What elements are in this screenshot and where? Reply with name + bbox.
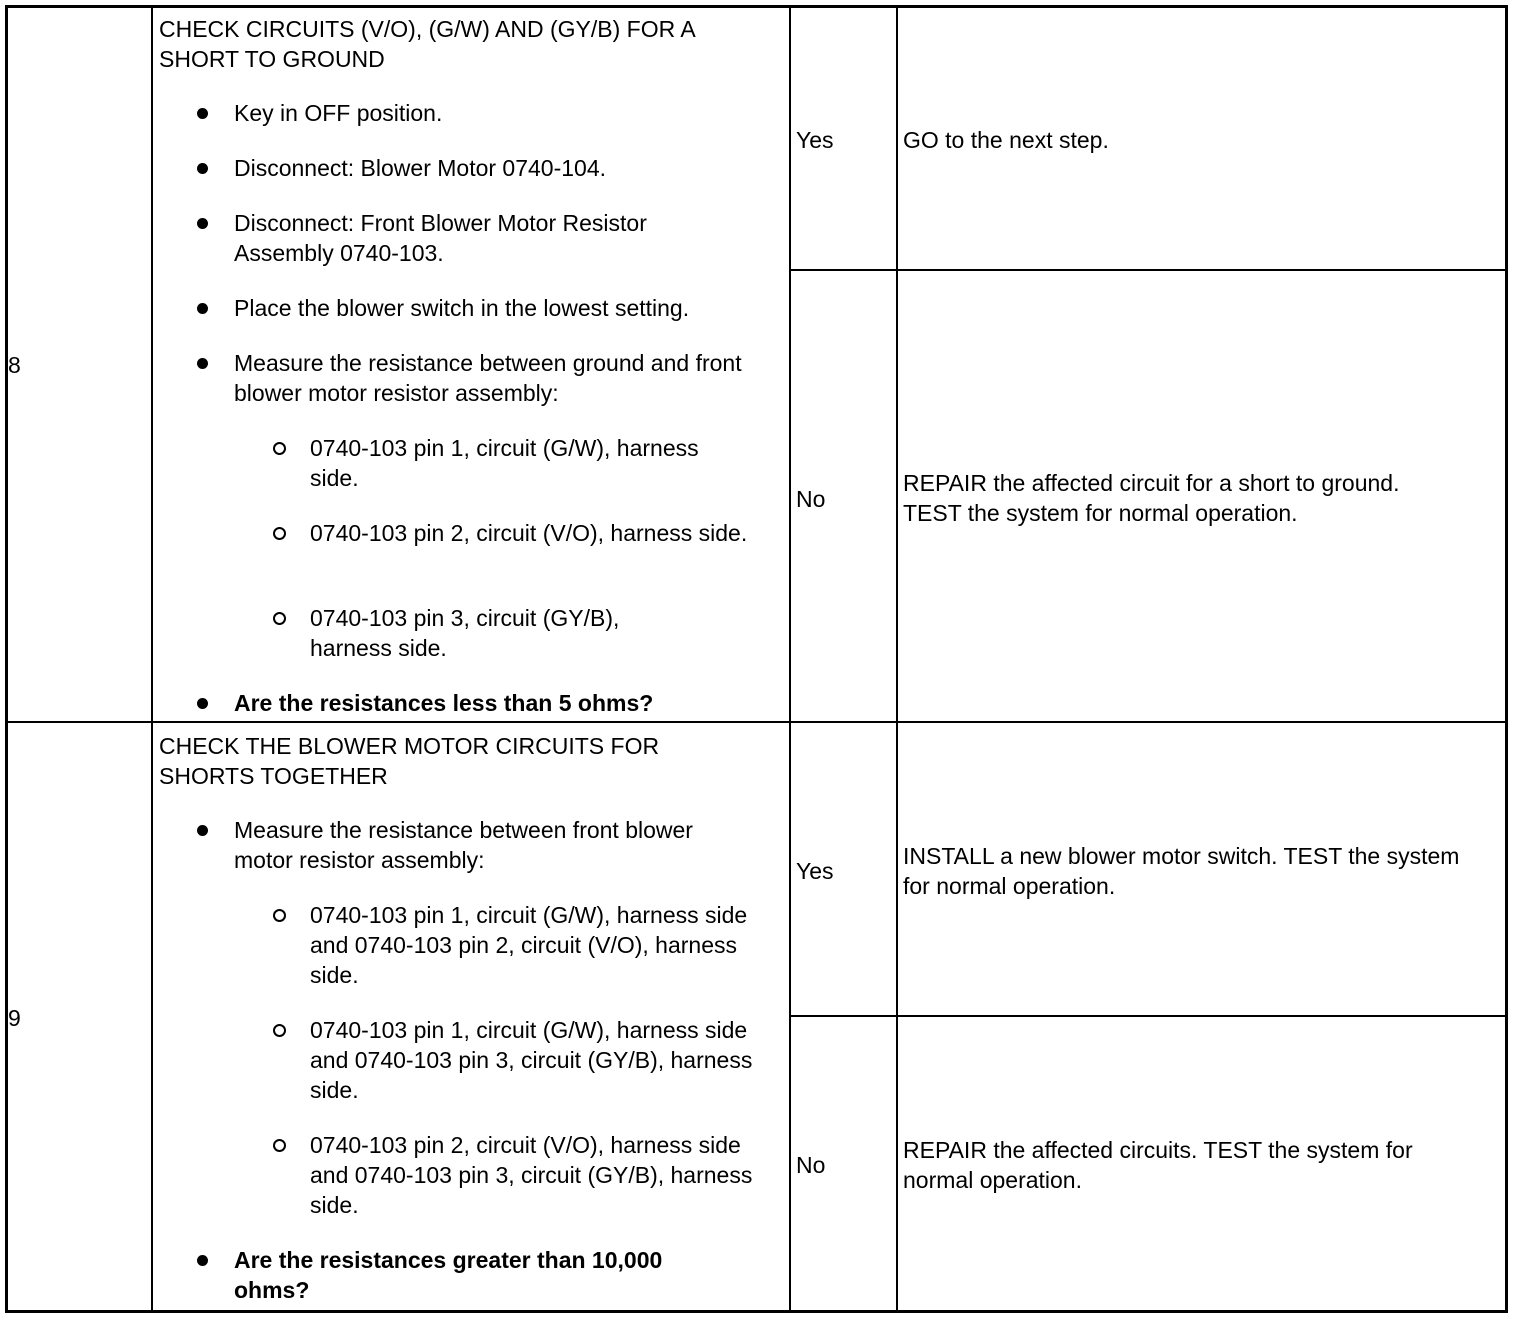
bullet-icon bbox=[197, 218, 208, 229]
bullet-icon bbox=[197, 1255, 208, 1266]
bullet-icon bbox=[197, 698, 208, 709]
sub-bullet-icon bbox=[273, 442, 286, 455]
step-instruction: Key in OFF position. bbox=[234, 100, 443, 126]
step-title: CHECK CIRCUITS (V/O), (G/W) AND (GY/B) FOR A SHORT TO GROUND bbox=[159, 16, 695, 72]
row-divider bbox=[5, 721, 1508, 723]
bullet-icon bbox=[197, 108, 208, 119]
sub-bullet-icon bbox=[273, 527, 286, 540]
step-instruction: Measure the resistance between ground and front blower motor resistor assembly: bbox=[234, 350, 742, 406]
step-sub-instruction: 0740-103 pin 2, circuit (V/O), harness side and 0740-103 pin 3, circuit (GY/B), harness side. bbox=[310, 1132, 753, 1218]
step-title: CHECK THE BLOWER MOTOR CIRCUITS FOR SHORTS TOGETHER bbox=[159, 733, 660, 789]
result-answer: No bbox=[796, 1152, 826, 1178]
result-answer: Yes bbox=[796, 127, 834, 153]
row-divider bbox=[789, 269, 1508, 271]
step-question: Are the resistances greater than 10,000 ohms? bbox=[234, 1247, 663, 1303]
step-sub-instruction: 0740-103 pin 3, circuit (GY/B), harness side. bbox=[310, 605, 620, 661]
row-divider bbox=[789, 1015, 1508, 1017]
result-action: INSTALL a new blower motor switch. TEST the system for normal operation. bbox=[903, 843, 1460, 899]
column-divider bbox=[151, 5, 153, 1313]
step-instruction: Disconnect: Blower Motor 0740-104. bbox=[234, 155, 607, 181]
result-action: REPAIR the affected circuits. TEST the system for normal operation. bbox=[903, 1137, 1413, 1193]
result-answer: Yes bbox=[796, 858, 834, 884]
step-question: Are the resistances less than 5 ohms? bbox=[234, 690, 654, 716]
bullet-icon bbox=[197, 358, 208, 369]
result-action: GO to the next step. bbox=[903, 127, 1109, 153]
step-instruction: Place the blower switch in the lowest setting. bbox=[234, 295, 690, 321]
result-answer: No bbox=[796, 486, 826, 512]
diagnostic-table bbox=[5, 5, 1508, 1313]
step-sub-instruction: 0740-103 pin 1, circuit (G/W), harness side and 0740-103 pin 2, circuit (V/O), harness side. bbox=[310, 902, 748, 988]
sub-bullet-icon bbox=[273, 1024, 286, 1037]
step-instruction: Disconnect: Front Blower Motor Resistor Assembly 0740-103. bbox=[234, 210, 647, 266]
step-number: 8 bbox=[8, 352, 21, 378]
sub-bullet-icon bbox=[273, 612, 286, 625]
bullet-icon bbox=[197, 303, 208, 314]
step-sub-instruction: 0740-103 pin 1, circuit (G/W), harness side and 0740-103 pin 3, circuit (GY/B), harness side. bbox=[310, 1017, 753, 1103]
column-divider bbox=[896, 5, 898, 1313]
sub-bullet-icon bbox=[273, 909, 286, 922]
column-divider bbox=[789, 5, 791, 1313]
sub-bullet-icon bbox=[273, 1139, 286, 1152]
step-number: 9 bbox=[8, 1005, 21, 1031]
step-sub-instruction: 0740-103 pin 1, circuit (G/W), harness side. bbox=[310, 435, 699, 491]
bullet-icon bbox=[197, 163, 208, 174]
step-instruction: Measure the resistance between front blower motor resistor assembly: bbox=[234, 817, 693, 873]
bullet-icon bbox=[197, 825, 208, 836]
step-sub-instruction: 0740-103 pin 2, circuit (V/O), harness side. bbox=[310, 520, 748, 546]
result-action: REPAIR the affected circuit for a short to ground. TEST the system for normal operation. bbox=[903, 470, 1400, 526]
